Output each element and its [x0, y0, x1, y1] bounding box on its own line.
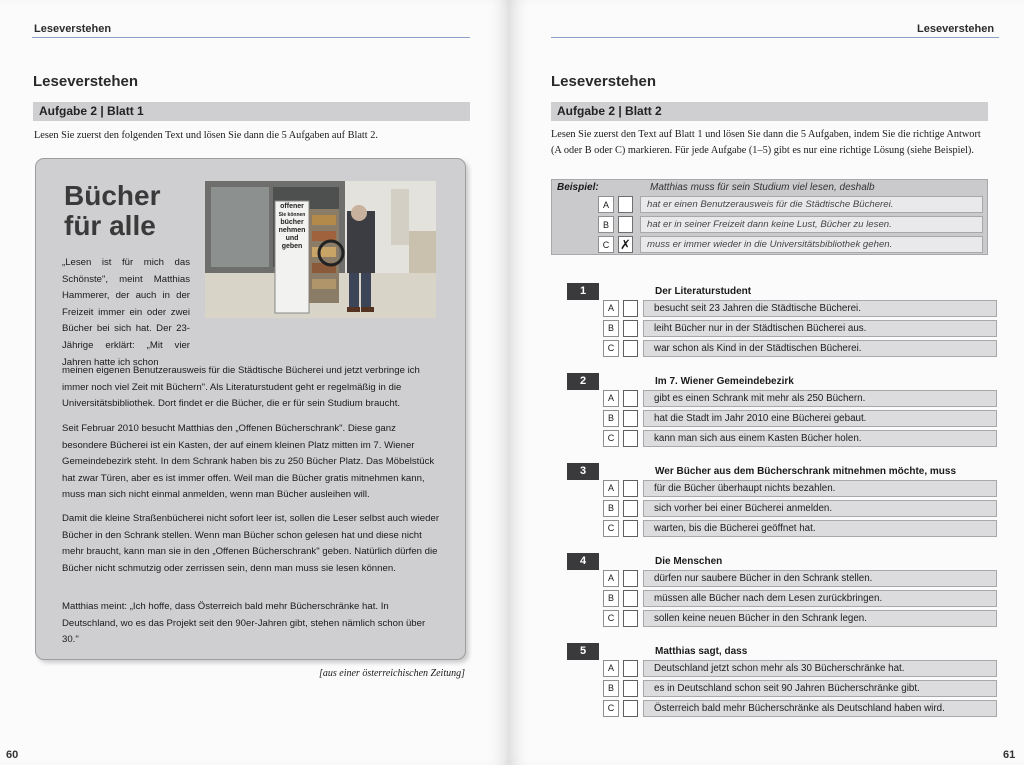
question-option [603, 660, 997, 677]
question-title: Die Menschen [655, 556, 723, 567]
article-headline [64, 181, 214, 241]
photo-sign-line: bücher [280, 219, 304, 226]
option-text: Österreich bald mehr Bücherschränke als Deutschland haben wird. [643, 700, 997, 717]
answer-checkbox[interactable] [623, 570, 638, 587]
question-number: 4 [567, 553, 599, 570]
option-letter: A [598, 196, 614, 213]
option-text: muss er immer wieder in die Universitätsbibliothek gehen. [640, 236, 983, 253]
answer-checkbox[interactable] [623, 520, 638, 537]
option-letter: C [603, 610, 619, 627]
photo-sign [276, 203, 308, 251]
option-text: müssen alle Bücher nach dem Lesen zurückbringen. [643, 590, 997, 607]
option-letter: A [603, 480, 619, 497]
question-title: Wer Bücher aus dem Bücherschrank mitnehmen möchte, muss [655, 466, 957, 477]
article-box [35, 158, 466, 660]
question-option [603, 430, 997, 447]
question-option [603, 680, 997, 697]
answer-checkbox[interactable] [618, 196, 633, 213]
running-head-right: Leseverstehen [917, 23, 995, 35]
running-head-left: Leseverstehen [34, 23, 112, 35]
answer-checkbox-checked[interactable]: ✗ [618, 236, 633, 253]
option-letter: C [598, 236, 614, 253]
article-paragraph-4: Matthias meint: „Ich hoffe, dass Österreich bald mehr Bücherschränke hat. In Deutschland, wo es das Projekt seit den 90er-Jahren gibt, stehen nämlich schon über 30." [62, 601, 426, 646]
answer-checkbox[interactable] [623, 610, 638, 627]
option-text: hat er in seiner Freizeit dann keine Lust, Bücher zu lesen. [640, 216, 983, 233]
answer-checkbox[interactable] [623, 430, 638, 447]
header-rule-left [32, 37, 470, 38]
answer-checkbox[interactable] [623, 300, 638, 317]
photo-sign-line: Sie können [278, 212, 306, 218]
article-paragraph-1-start: „Lesen ist für mich das Schönste", meint Matthias Hammerer, der auch in der Freizeit immer ein oder zwei Bücher bei sich hat. Der 23-Jährige erklärt: „Mit vier Jahren hatte ich schon [62, 257, 190, 368]
question-option [603, 300, 997, 317]
option-text: warten, bis die Bücherei geöffnet hat. [643, 520, 997, 537]
answer-checkbox[interactable] [623, 320, 638, 337]
left-page [0, 0, 509, 765]
photo-sign-line: nehmen [278, 227, 306, 234]
question-option [603, 390, 997, 407]
option-letter: A [603, 300, 619, 317]
option-text: hat er einen Benutzerausweis für die Städtische Bücherei. [640, 196, 983, 213]
question-option [603, 590, 997, 607]
question-option [603, 610, 997, 627]
option-text: besucht seit 23 Jahren die Städtische Bücherei. [643, 300, 997, 317]
example-option-c [598, 236, 984, 253]
question-option [603, 340, 997, 357]
option-letter: C [603, 700, 619, 717]
question-number: 5 [567, 643, 599, 660]
option-letter: B [603, 320, 619, 337]
page-number-right: 61 [1003, 749, 1016, 761]
answer-checkbox[interactable] [618, 216, 633, 233]
example-label: Beispiel: [557, 182, 599, 193]
answer-checkbox[interactable] [623, 700, 638, 717]
article-paragraph-2: Seit Februar 2010 besucht Matthias den „Offenen Bücherschrank". Diese ganz besondere Bücherei ist ein Kasten, der auf einem kleinen Platz mitten im 7. Wiener Gemeindebezirk steht. In dem Schrank haben bis zu 250 Bücher Platz. Das Möbelstück hat zwar Türen, aber es ist immer offen. Weil man die Bücher gratis mitnehmen kann, muss man sich nicht einmal anmelden, wenn man Bücher ausleihen will. [62, 423, 435, 501]
option-text: dürfen nur saubere Bücher in den Schrank stellen. [643, 570, 997, 587]
option-letter: B [603, 410, 619, 427]
answer-checkbox[interactable] [623, 390, 638, 407]
article-paragraph-3: Damit die kleine Straßenbücherei nicht sofort leer ist, sollen die Leser selbst auch wieder Bücher in den Schrank stellen. Wenn man Bücher schon gelesen hat und diese nicht mehr braucht, kann man sie in den „Offenen Bücherschrank" geben. Natürlich dürfen die Bücher nicht schmutzig oder zerrissen sein, denn man muss sie lesen können. [62, 513, 440, 574]
option-letter: C [603, 340, 619, 357]
question-number: 3 [567, 463, 599, 480]
article-photo [205, 181, 436, 318]
answer-checkbox[interactable] [623, 340, 638, 357]
question-option [603, 520, 997, 537]
answer-checkbox[interactable] [623, 680, 638, 697]
question-number: 2 [567, 373, 599, 390]
photo-sign-line: und [285, 235, 299, 242]
instruction-right: Lesen Sie zuerst den Text auf Blatt 1 und lösen Sie dann die 5 Aufgaben, indem Sie die richtige Antwort (A oder B oder C) markieren. Für jede Aufgabe (1–5) gibt es nur eine richtige Lösung (siehe Beispiel). [551, 129, 981, 156]
question-title: Matthias sagt, dass [655, 646, 748, 657]
answer-checkbox[interactable] [623, 500, 638, 517]
task-label-right: Aufgabe 2 | Blatt 2 [551, 102, 988, 121]
question-number: 1 [567, 283, 599, 300]
option-letter: A [603, 570, 619, 587]
answer-checkbox[interactable] [623, 590, 638, 607]
article-paragraph-1-end: meinen eigenen Benutzerausweis für die Städtische Bücherei und jetzt verbringe ich immer noch viel Zeit mit Büchern". Als Literaturstudent geht er regelmäßig in die Universitätsbibliothek. Dort findet er die Bücher, die er für sein Studium braucht. [62, 365, 420, 410]
bookcase-photo-illustration [205, 181, 436, 318]
question-option [603, 570, 997, 587]
option-letter: B [598, 216, 614, 233]
question-title: Im 7. Wiener Gemeindebezirk [655, 376, 794, 387]
answer-checkbox[interactable] [623, 660, 638, 677]
option-letter: B [603, 500, 619, 517]
option-letter: A [603, 660, 619, 677]
example-option-b [598, 216, 984, 233]
question-option [603, 480, 997, 497]
photo-sign-title: offener [280, 203, 304, 210]
page-title-left: Leseverstehen [33, 73, 139, 90]
right-page [509, 0, 1024, 765]
headline-line-2: für alle [64, 210, 156, 241]
instruction-left: Lesen Sie zuerst den folgenden Text und lösen Sie dann die 5 Aufgaben auf Blatt 2. [34, 130, 378, 141]
photo-sign-line: geben [281, 243, 303, 250]
headline-line-1: Bücher [64, 180, 161, 211]
option-letter: B [603, 590, 619, 607]
option-text: es in Deutschland schon seit 90 Jahren Bücherschränke gibt. [643, 680, 997, 697]
option-letter: C [603, 520, 619, 537]
option-text: für die Bücher überhaupt nichts bezahlen. [643, 480, 997, 497]
answer-checkbox[interactable] [623, 480, 638, 497]
page-number-left: 60 [6, 749, 19, 761]
example-stem: Matthias muss für sein Studium viel lesen, deshalb [650, 182, 875, 193]
question-option [603, 410, 997, 427]
option-text: sollen keine neuen Bücher in den Schrank legen. [643, 610, 997, 627]
question-option [603, 700, 997, 717]
option-text: leiht Bücher nur in der Städtischen Bücherei aus. [643, 320, 997, 337]
example-block [551, 179, 988, 255]
option-letter: A [603, 390, 619, 407]
page-title-right: Leseverstehen [551, 73, 657, 90]
article-source: [aus einer österreichischen Zeitung] [318, 668, 465, 679]
option-letter: C [603, 430, 619, 447]
example-option-a [598, 196, 984, 213]
question-title: Der Literaturstudent [655, 286, 752, 297]
question-option [603, 320, 997, 337]
option-text: gibt es einen Schrank mit mehr als 250 Büchern. [643, 390, 997, 407]
option-letter: B [603, 680, 619, 697]
question-option [603, 500, 997, 517]
option-text: hat die Stadt im Jahr 2010 eine Bücherei gebaut. [643, 410, 997, 427]
header-rule-right [551, 37, 999, 38]
answer-checkbox[interactable] [623, 410, 638, 427]
option-text: kann man sich aus einem Kasten Bücher holen. [643, 430, 997, 447]
option-text: Deutschland jetzt schon mehr als 30 Bücherschränke hat. [643, 660, 997, 677]
task-label-left: Aufgabe 2 | Blatt 1 [33, 102, 470, 121]
option-text: war schon als Kind in der Städtischen Bücherei. [643, 340, 997, 357]
option-text: sich vorher bei einer Bücherei anmelden. [643, 500, 997, 517]
